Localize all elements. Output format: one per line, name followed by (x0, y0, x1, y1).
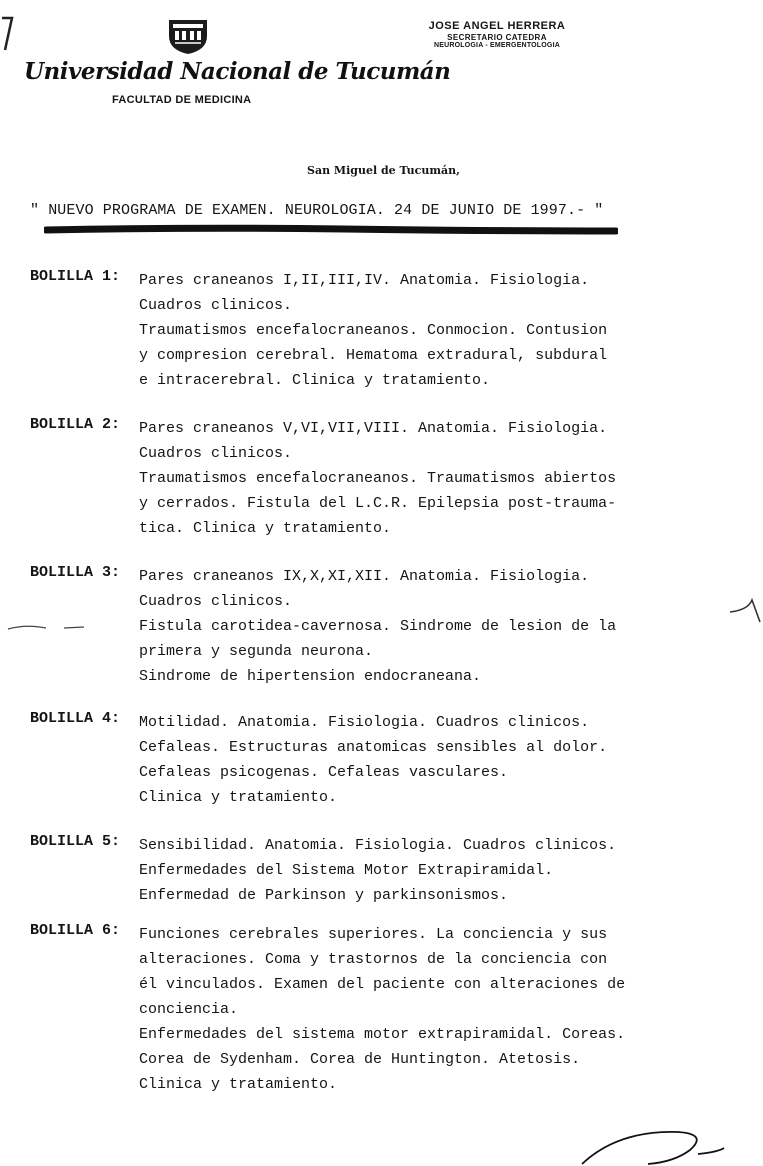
section-body (139, 922, 759, 1097)
place-line: San Miguel de Tucumán, (307, 164, 460, 177)
section-line: Pares craneanos IX,X,XI,XII. Anatomia. Fisiologia. (139, 568, 590, 585)
section-line: alteraciones. Coma y trastornos de la conciencia con (139, 951, 608, 968)
section-line: Enfermedades del Sistema Motor Extrapiramidal. (139, 862, 554, 879)
section-line: Traumatismos encefalocraneanos. Traumatismos abiertos (139, 470, 617, 487)
section-line: Cuadros clinicos. (139, 445, 293, 462)
section-line: Sindrome de hipertension endocraneana. (139, 668, 482, 685)
section-line: primera y segunda neurona. (139, 643, 374, 660)
section-line: Pares craneanos V,VI,VII,VIII. Anatomia. Fisiologia. (139, 420, 608, 437)
section-line: Corea de Sydenham. Corea de Huntington. Atetosis. (139, 1051, 581, 1068)
stamp-role: SECRETARIO CATEDRA (447, 32, 547, 42)
section-label: BOLILLA 1: (30, 268, 121, 285)
section-line: Cuadros clinicos. (139, 297, 293, 314)
section-label: BOLILLA 6: (30, 922, 121, 939)
section-label: BOLILLA 2: (30, 416, 121, 433)
section-label: BOLILLA 3: (30, 564, 121, 581)
section-body (139, 710, 759, 810)
signature-mark (578, 1126, 728, 1166)
section-label: BOLILLA 4: (30, 710, 121, 727)
section-line: Cefaleas. Estructuras anatomicas sensibles al dolor. (139, 739, 608, 756)
section-line: Cefaleas psicogenas. Cefaleas vasculares. (139, 764, 509, 781)
edge-mark (0, 14, 14, 54)
section-body (139, 833, 759, 908)
university-name: Universidad Nacional de Tucumán (24, 58, 451, 85)
faculty-name: FACULTAD DE MEDICINA (112, 94, 252, 106)
section-line: y compresion cerebral. Hematoma extradural, subdural (139, 347, 608, 364)
section-line: e intracerebral. Clinica y tratamiento. (139, 372, 491, 389)
section-line: conciencia. (139, 1001, 239, 1018)
section-body (139, 416, 759, 541)
scan-mark (728, 592, 762, 626)
section-line: Clinica y tratamiento. (139, 1076, 338, 1093)
stamp-name: JOSE ANGEL HERRERA (428, 20, 566, 32)
section-line: Traumatismos encefalocraneanos. Conmocion. Contusion (139, 322, 608, 339)
university-crest-icon (163, 16, 213, 56)
section-line: Enfermedad de Parkinson y parkinsonismos. (139, 887, 509, 904)
section-line: Clinica y tratamiento. (139, 789, 338, 806)
section-line: Cuadros clinicos. (139, 593, 293, 610)
heading-underline (44, 223, 618, 237)
stamp-department: NEUROLOGIA - EMERGENTOLOGIA (434, 41, 560, 49)
section-body (139, 564, 759, 689)
section-line: Sensibilidad. Anatomia. Fisiologia. Cuadros clinicos. (139, 837, 617, 854)
section-line: él vinculados. Examen del paciente con alteraciones de (139, 976, 626, 993)
section-line: tica. Clinica y tratamiento. (139, 520, 392, 537)
section-body (139, 268, 759, 393)
scan-mark (6, 620, 86, 634)
document-heading: " NUEVO PROGRAMA DE EXAMEN. NEUROLOGIA. 24 DE JUNIO DE 1997.- " (30, 202, 604, 219)
section-line: Pares craneanos I,II,III,IV. Anatomia. Fisiologia. (139, 272, 590, 289)
section-line: Funciones cerebrales superiores. La conciencia y sus (139, 926, 608, 943)
section-line: Enfermedades del sistema motor extrapiramidal. Coreas. (139, 1026, 626, 1043)
section-label: BOLILLA 5: (30, 833, 121, 850)
section-line: y cerrados. Fistula del L.C.R. Epilepsia post-trauma- (139, 495, 617, 512)
secretary-stamp (412, 20, 582, 50)
section-line: Motilidad. Anatomia. Fisiologia. Cuadros clinicos. (139, 714, 590, 731)
section-line: Fistula carotidea-cavernosa. Sindrome de lesion de la (139, 618, 617, 635)
